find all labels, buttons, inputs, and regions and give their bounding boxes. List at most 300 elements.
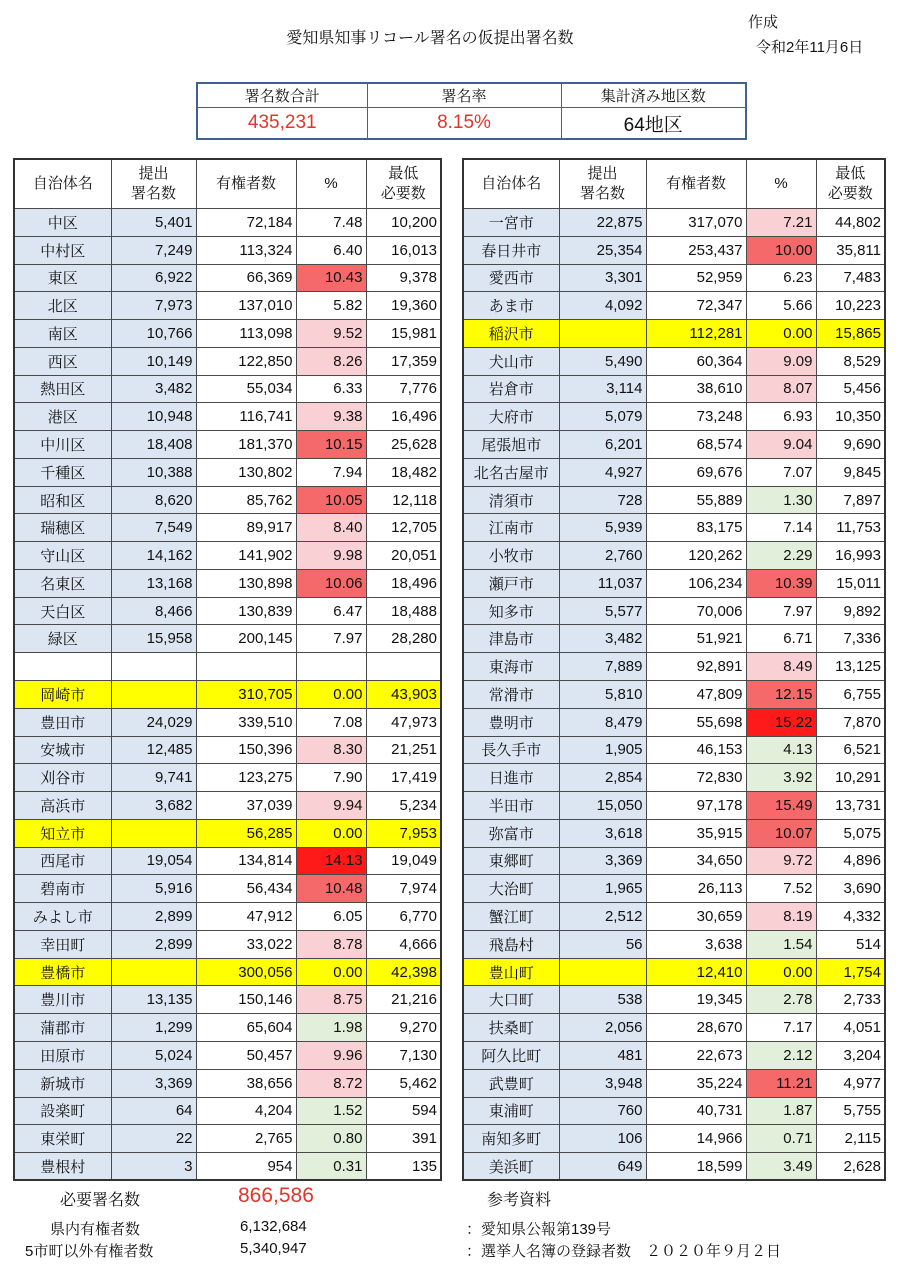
percent-cell: 5.66	[746, 292, 816, 320]
submitted-count-cell: 19,054	[111, 847, 196, 875]
table-row	[463, 375, 885, 403]
municipality-name-cell: 豊橋市	[14, 958, 111, 986]
submitted-count-cell: 12,485	[111, 736, 196, 764]
percent-cell: 0.00	[746, 958, 816, 986]
municipality-name-cell: 西尾市	[14, 847, 111, 875]
percent-cell: 10.07	[746, 819, 816, 847]
submitted-count-cell: 5,490	[559, 347, 646, 375]
minimum-required-cell: 15,011	[816, 569, 885, 597]
percent-cell: 0.00	[746, 320, 816, 348]
municipality-name-cell: 東区	[14, 264, 111, 292]
voters-count-cell: 47,912	[196, 903, 296, 931]
municipality-name-cell: 半田市	[463, 792, 559, 820]
table-row	[463, 264, 885, 292]
minimum-required-cell: 5,462	[366, 1069, 441, 1097]
municipality-name-cell: 清須市	[463, 486, 559, 514]
percent-cell: 9.52	[296, 320, 366, 348]
reference-item-2: ：選挙人名簿の登録者数 ２０２０年９月２日	[466, 1243, 782, 1260]
voters-count-cell: 200,145	[196, 625, 296, 653]
percent-cell: 5.82	[296, 292, 366, 320]
table-row	[463, 1069, 885, 1097]
table-row	[14, 514, 441, 542]
percent-cell: 3.92	[746, 764, 816, 792]
header-submitted: 提出 署名数	[559, 159, 646, 209]
minimum-required-cell: 7,974	[366, 875, 441, 903]
submitted-count-cell: 4,927	[559, 458, 646, 486]
minimum-required-cell: 11,753	[816, 514, 885, 542]
header-minimum: 最低 必要数	[816, 159, 885, 209]
submitted-count-cell: 22,875	[559, 209, 646, 237]
table-row	[14, 1041, 441, 1069]
municipality-name-cell: 幸田町	[14, 930, 111, 958]
municipality-name-cell: 豊川市	[14, 986, 111, 1014]
municipality-name-cell: 常滑市	[463, 681, 559, 709]
table-row	[463, 819, 885, 847]
municipality-name-cell: 犬山市	[463, 347, 559, 375]
voters-count-cell: 50,457	[196, 1041, 296, 1069]
voters-count-cell: 122,850	[196, 347, 296, 375]
voters-count-cell: 317,070	[646, 209, 746, 237]
municipality-name-cell: 瀬戸市	[463, 569, 559, 597]
minimum-required-cell: 18,488	[366, 597, 441, 625]
percent-cell: 4.13	[746, 736, 816, 764]
percent-cell: 9.94	[296, 792, 366, 820]
voters-count-cell: 69,676	[646, 458, 746, 486]
minimum-required-cell: 594	[366, 1097, 441, 1125]
table-row	[463, 681, 885, 709]
submitted-count-cell: 11,037	[559, 569, 646, 597]
table-row	[14, 347, 441, 375]
municipality-name-cell: 長久手市	[463, 736, 559, 764]
municipality-name-cell: 飛島村	[463, 930, 559, 958]
submitted-count-cell: 7,973	[111, 292, 196, 320]
table-row	[463, 958, 885, 986]
voters-count-cell: 116,741	[196, 403, 296, 431]
summary-header-row	[197, 83, 746, 108]
submitted-count-cell: 3,682	[111, 792, 196, 820]
minimum-required-cell: 7,953	[366, 819, 441, 847]
percent-cell: 9.96	[296, 1041, 366, 1069]
prefecture-voters-label: 県内有権者数	[50, 1221, 141, 1238]
minimum-required-cell: 43,903	[366, 681, 441, 709]
submitted-count-cell: 3,948	[559, 1069, 646, 1097]
minimum-required-cell: 18,482	[366, 458, 441, 486]
voters-count-cell: 97,178	[646, 792, 746, 820]
voters-count-cell: 56,285	[196, 819, 296, 847]
submitted-count-cell: 25,354	[559, 236, 646, 264]
municipality-name-cell: 東海市	[463, 653, 559, 681]
municipality-name-cell	[14, 653, 111, 681]
table-row	[14, 708, 441, 736]
submitted-count-cell: 7,549	[111, 514, 196, 542]
voters-count-cell: 134,814	[196, 847, 296, 875]
municipality-name-cell: 春日井市	[463, 236, 559, 264]
table-row	[463, 625, 885, 653]
municipality-name-cell: 東郷町	[463, 847, 559, 875]
percent-cell: 8.40	[296, 514, 366, 542]
minimum-required-cell: 17,419	[366, 764, 441, 792]
percent-cell: 11.21	[746, 1069, 816, 1097]
voters-count-cell: 26,113	[646, 875, 746, 903]
minimum-required-cell: 12,118	[366, 486, 441, 514]
percent-cell: 6.05	[296, 903, 366, 931]
submitted-count-cell: 18,408	[111, 431, 196, 459]
minimum-required-cell: 2,628	[816, 1153, 885, 1181]
minimum-required-cell: 2,733	[816, 986, 885, 1014]
voters-count-cell: 120,262	[646, 542, 746, 570]
minimum-required-cell: 7,483	[816, 264, 885, 292]
table-row	[463, 209, 885, 237]
submitted-count-cell	[559, 958, 646, 986]
voters-count-cell: 112,281	[646, 320, 746, 348]
minimum-required-cell: 10,350	[816, 403, 885, 431]
summary-total-label: 署名数合計	[197, 83, 367, 108]
header-submitted: 提出 署名数	[111, 159, 196, 209]
submitted-count-cell: 649	[559, 1153, 646, 1181]
minimum-required-cell: 391	[366, 1125, 441, 1153]
minimum-required-cell: 4,896	[816, 847, 885, 875]
submitted-count-cell: 5,401	[111, 209, 196, 237]
submitted-count-cell: 1,905	[559, 736, 646, 764]
voters-count-cell: 72,830	[646, 764, 746, 792]
percent-cell: 6.93	[746, 403, 816, 431]
voters-count-cell: 56,434	[196, 875, 296, 903]
minimum-required-cell: 6,521	[816, 736, 885, 764]
municipality-name-cell: 豊田市	[14, 708, 111, 736]
municipality-name-cell: 南区	[14, 320, 111, 348]
municipality-name-cell: 瑞穂区	[14, 514, 111, 542]
voters-count-cell: 46,153	[646, 736, 746, 764]
voters-count-cell: 33,022	[196, 930, 296, 958]
header-municipality: 自治体名	[14, 159, 111, 209]
percent-cell: 1.87	[746, 1097, 816, 1125]
table-row	[463, 347, 885, 375]
submitted-count-cell: 15,958	[111, 625, 196, 653]
voters-count-cell: 28,670	[646, 1014, 746, 1042]
submitted-count-cell: 3	[111, 1153, 196, 1181]
percent-cell: 9.72	[746, 847, 816, 875]
summary-total-value: 435,231	[197, 108, 367, 140]
voters-count-cell: 130,898	[196, 569, 296, 597]
submitted-count-cell: 1,299	[111, 1014, 196, 1042]
percent-cell: 7.17	[746, 1014, 816, 1042]
voters-count-cell: 72,184	[196, 209, 296, 237]
minimum-required-cell: 13,125	[816, 653, 885, 681]
submitted-count-cell: 2,760	[559, 542, 646, 570]
municipality-name-cell: 名東区	[14, 569, 111, 597]
page-title: 愛知県知事リコール署名の仮提出署名数	[286, 30, 574, 47]
municipality-name-cell: 大口町	[463, 986, 559, 1014]
submitted-count-cell: 9,741	[111, 764, 196, 792]
percent-cell: 0.00	[296, 681, 366, 709]
minimum-required-cell: 35,811	[816, 236, 885, 264]
minimum-required-cell: 7,897	[816, 486, 885, 514]
percent-cell: 6.40	[296, 236, 366, 264]
municipality-name-cell: あま市	[463, 292, 559, 320]
submitted-count-cell: 6,201	[559, 431, 646, 459]
municipality-name-cell: 高浜市	[14, 792, 111, 820]
municipality-name-cell: 港区	[14, 403, 111, 431]
submitted-count-cell: 8,620	[111, 486, 196, 514]
voters-count-cell: 60,364	[646, 347, 746, 375]
voters-count-cell: 37,039	[196, 792, 296, 820]
voters-count-cell: 51,921	[646, 625, 746, 653]
submitted-count-cell: 2,512	[559, 903, 646, 931]
municipality-name-cell: みよし市	[14, 903, 111, 931]
municipality-name-cell: 西区	[14, 347, 111, 375]
percent-cell: 7.97	[746, 597, 816, 625]
municipality-name-cell: 碧南市	[14, 875, 111, 903]
summary-rate-label: 署名率	[367, 83, 561, 108]
table-row	[463, 903, 885, 931]
minimum-required-cell: 10,200	[366, 209, 441, 237]
minimum-required-cell: 7,870	[816, 708, 885, 736]
summary-districts-value: 64地区	[561, 108, 746, 140]
submitted-count-cell: 8,479	[559, 708, 646, 736]
municipality-name-cell: 弥富市	[463, 819, 559, 847]
submitted-count-cell: 5,079	[559, 403, 646, 431]
submitted-count-cell: 8,466	[111, 597, 196, 625]
reference-item-1: ：愛知県公報第139号	[466, 1221, 612, 1238]
table-row	[14, 875, 441, 903]
voters-count-cell: 106,234	[646, 569, 746, 597]
minimum-required-cell: 15,981	[366, 320, 441, 348]
minimum-required-cell: 4,666	[366, 930, 441, 958]
submitted-count-cell: 7,249	[111, 236, 196, 264]
percent-cell: 7.21	[746, 209, 816, 237]
municipality-name-cell: 日進市	[463, 764, 559, 792]
percent-cell: 7.14	[746, 514, 816, 542]
submitted-count-cell: 56	[559, 930, 646, 958]
voters-count-cell: 68,574	[646, 431, 746, 459]
percent-cell: 8.72	[296, 1069, 366, 1097]
submitted-count-cell: 5,577	[559, 597, 646, 625]
voters-count-cell: 300,056	[196, 958, 296, 986]
municipality-name-cell: 小牧市	[463, 542, 559, 570]
minimum-required-cell: 16,013	[366, 236, 441, 264]
municipality-name-cell: 蒲郡市	[14, 1014, 111, 1042]
municipality-name-cell: 北区	[14, 292, 111, 320]
voters-count-cell: 47,809	[646, 681, 746, 709]
summary-rate-value: 8.15%	[367, 108, 561, 140]
percent-cell: 9.04	[746, 431, 816, 459]
municipality-name-cell: 天白区	[14, 597, 111, 625]
percent-cell: 6.33	[296, 375, 366, 403]
table-row	[14, 569, 441, 597]
header-percent: %	[296, 159, 366, 209]
percent-cell: 15.22	[746, 708, 816, 736]
table-row	[14, 930, 441, 958]
percent-cell: 10.15	[296, 431, 366, 459]
submitted-count-cell: 10,149	[111, 347, 196, 375]
submitted-count-cell: 728	[559, 486, 646, 514]
minimum-required-cell: 19,360	[366, 292, 441, 320]
voters-count-cell: 55,889	[646, 486, 746, 514]
municipality-name-cell: 中区	[14, 209, 111, 237]
municipality-name-cell: 稲沢市	[463, 320, 559, 348]
minimum-required-cell: 44,802	[816, 209, 885, 237]
percent-cell: 12.15	[746, 681, 816, 709]
table-row	[14, 847, 441, 875]
header-percent: %	[746, 159, 816, 209]
percent-cell: 6.71	[746, 625, 816, 653]
submitted-count-cell: 64	[111, 1097, 196, 1125]
voters-count-cell: 35,224	[646, 1069, 746, 1097]
submitted-count-cell: 15,050	[559, 792, 646, 820]
minimum-required-cell: 6,770	[366, 903, 441, 931]
municipality-name-cell: 江南市	[463, 514, 559, 542]
table-row	[14, 209, 441, 237]
percent-cell: 0.31	[296, 1153, 366, 1181]
table-row	[14, 292, 441, 320]
voters-count-cell: 92,891	[646, 653, 746, 681]
header-minimum: 最低 必要数	[366, 159, 441, 209]
minimum-required-cell: 8,529	[816, 347, 885, 375]
voters-count-cell: 181,370	[196, 431, 296, 459]
municipality-name-cell: 緑区	[14, 625, 111, 653]
table-row	[14, 264, 441, 292]
table-row	[463, 1125, 885, 1153]
minimum-required-cell: 4,977	[816, 1069, 885, 1097]
voters-count-cell: 113,324	[196, 236, 296, 264]
municipality-name-cell: 扶桑町	[463, 1014, 559, 1042]
municipality-name-cell: 安城市	[14, 736, 111, 764]
minimum-required-cell: 12,705	[366, 514, 441, 542]
minimum-required-cell: 9,378	[366, 264, 441, 292]
submitted-count-cell: 481	[559, 1041, 646, 1069]
submitted-count-cell: 3,369	[559, 847, 646, 875]
minimum-required-cell: 17,359	[366, 347, 441, 375]
municipality-name-cell: 大府市	[463, 403, 559, 431]
municipality-name-cell: 岡崎市	[14, 681, 111, 709]
submitted-count-cell: 3,114	[559, 375, 646, 403]
percent-cell: 1.52	[296, 1097, 366, 1125]
voters-count-cell	[196, 653, 296, 681]
created-label: 作成	[748, 14, 779, 31]
voters-count-cell: 253,437	[646, 236, 746, 264]
table-row	[463, 1153, 885, 1181]
municipality-name-cell: 知多市	[463, 597, 559, 625]
percent-cell: 10.00	[746, 236, 816, 264]
submitted-count-cell: 5,024	[111, 1041, 196, 1069]
municipality-name-cell: 豊明市	[463, 708, 559, 736]
minimum-required-cell: 10,291	[816, 764, 885, 792]
table-row	[14, 375, 441, 403]
table-row	[463, 764, 885, 792]
voters-count-cell: 130,802	[196, 458, 296, 486]
municipality-name-cell: 中村区	[14, 236, 111, 264]
submitted-count-cell: 24,029	[111, 708, 196, 736]
percent-cell: 7.48	[296, 209, 366, 237]
minimum-required-cell: 21,251	[366, 736, 441, 764]
submitted-count-cell: 4,092	[559, 292, 646, 320]
minimum-required-cell: 42,398	[366, 958, 441, 986]
percent-cell: 1.54	[746, 930, 816, 958]
municipality-name-cell: 阿久比町	[463, 1041, 559, 1069]
voters-count-cell: 38,656	[196, 1069, 296, 1097]
percent-cell: 8.26	[296, 347, 366, 375]
submitted-count-cell: 10,766	[111, 320, 196, 348]
table-row	[14, 1125, 441, 1153]
table-row	[463, 597, 885, 625]
percent-cell: 3.49	[746, 1153, 816, 1181]
table-row	[14, 958, 441, 986]
minimum-required-cell: 5,234	[366, 792, 441, 820]
minimum-required-cell: 28,280	[366, 625, 441, 653]
table-row	[14, 403, 441, 431]
voters-count-cell: 66,369	[196, 264, 296, 292]
percent-cell: 2.78	[746, 986, 816, 1014]
submitted-count-cell: 2,899	[111, 903, 196, 931]
table-row	[14, 486, 441, 514]
voters-count-cell: 30,659	[646, 903, 746, 931]
table-row	[14, 681, 441, 709]
municipality-name-cell: 田原市	[14, 1041, 111, 1069]
municipality-name-cell: 美浜町	[463, 1153, 559, 1181]
table-row	[463, 1041, 885, 1069]
table-row	[14, 1014, 441, 1042]
submitted-count-cell: 3,482	[111, 375, 196, 403]
voters-count-cell: 12,410	[646, 958, 746, 986]
voters-count-cell: 70,006	[646, 597, 746, 625]
percent-cell: 1.30	[746, 486, 816, 514]
table-row	[463, 514, 885, 542]
minimum-required-cell: 514	[816, 930, 885, 958]
table-row	[463, 930, 885, 958]
submitted-count-cell: 14,162	[111, 542, 196, 570]
header-municipality: 自治体名	[463, 159, 559, 209]
required-signatures-value: 866,586	[238, 1184, 314, 1207]
table-row	[14, 625, 441, 653]
municipality-name-cell: 昭和区	[14, 486, 111, 514]
municipality-name-cell: 東栄町	[14, 1125, 111, 1153]
municipality-name-cell: 千種区	[14, 458, 111, 486]
percent-cell: 8.19	[746, 903, 816, 931]
voters-count-cell: 34,650	[646, 847, 746, 875]
voters-count-cell: 18,599	[646, 1153, 746, 1181]
percent-cell: 0.00	[296, 819, 366, 847]
table-row	[463, 847, 885, 875]
right-municipality-table	[462, 158, 886, 1181]
table-row	[14, 986, 441, 1014]
submitted-count-cell	[111, 681, 196, 709]
minimum-required-cell: 6,755	[816, 681, 885, 709]
submitted-count-cell	[111, 958, 196, 986]
voters-count-cell: 339,510	[196, 708, 296, 736]
percent-cell: 8.49	[746, 653, 816, 681]
minimum-required-cell: 4,332	[816, 903, 885, 931]
minimum-required-cell: 19,049	[366, 847, 441, 875]
minimum-required-cell: 9,892	[816, 597, 885, 625]
table-row	[463, 292, 885, 320]
table-row	[463, 986, 885, 1014]
voters-count-cell: 55,034	[196, 375, 296, 403]
required-signatures-label: 必要署名数	[60, 1192, 141, 1209]
municipality-name-cell: 守山区	[14, 542, 111, 570]
minimum-required-cell: 25,628	[366, 431, 441, 459]
percent-cell: 9.09	[746, 347, 816, 375]
submitted-count-cell: 5,916	[111, 875, 196, 903]
table-row	[463, 653, 885, 681]
municipality-name-cell: 東浦町	[463, 1097, 559, 1125]
prefecture-voters-value: 6,132,684	[240, 1218, 307, 1235]
summary-districts-label: 集計済み地区数	[561, 83, 746, 108]
minimum-required-cell: 3,690	[816, 875, 885, 903]
percent-cell: 8.78	[296, 930, 366, 958]
table-row	[14, 1069, 441, 1097]
percent-cell: 10.06	[296, 569, 366, 597]
table-row	[463, 320, 885, 348]
